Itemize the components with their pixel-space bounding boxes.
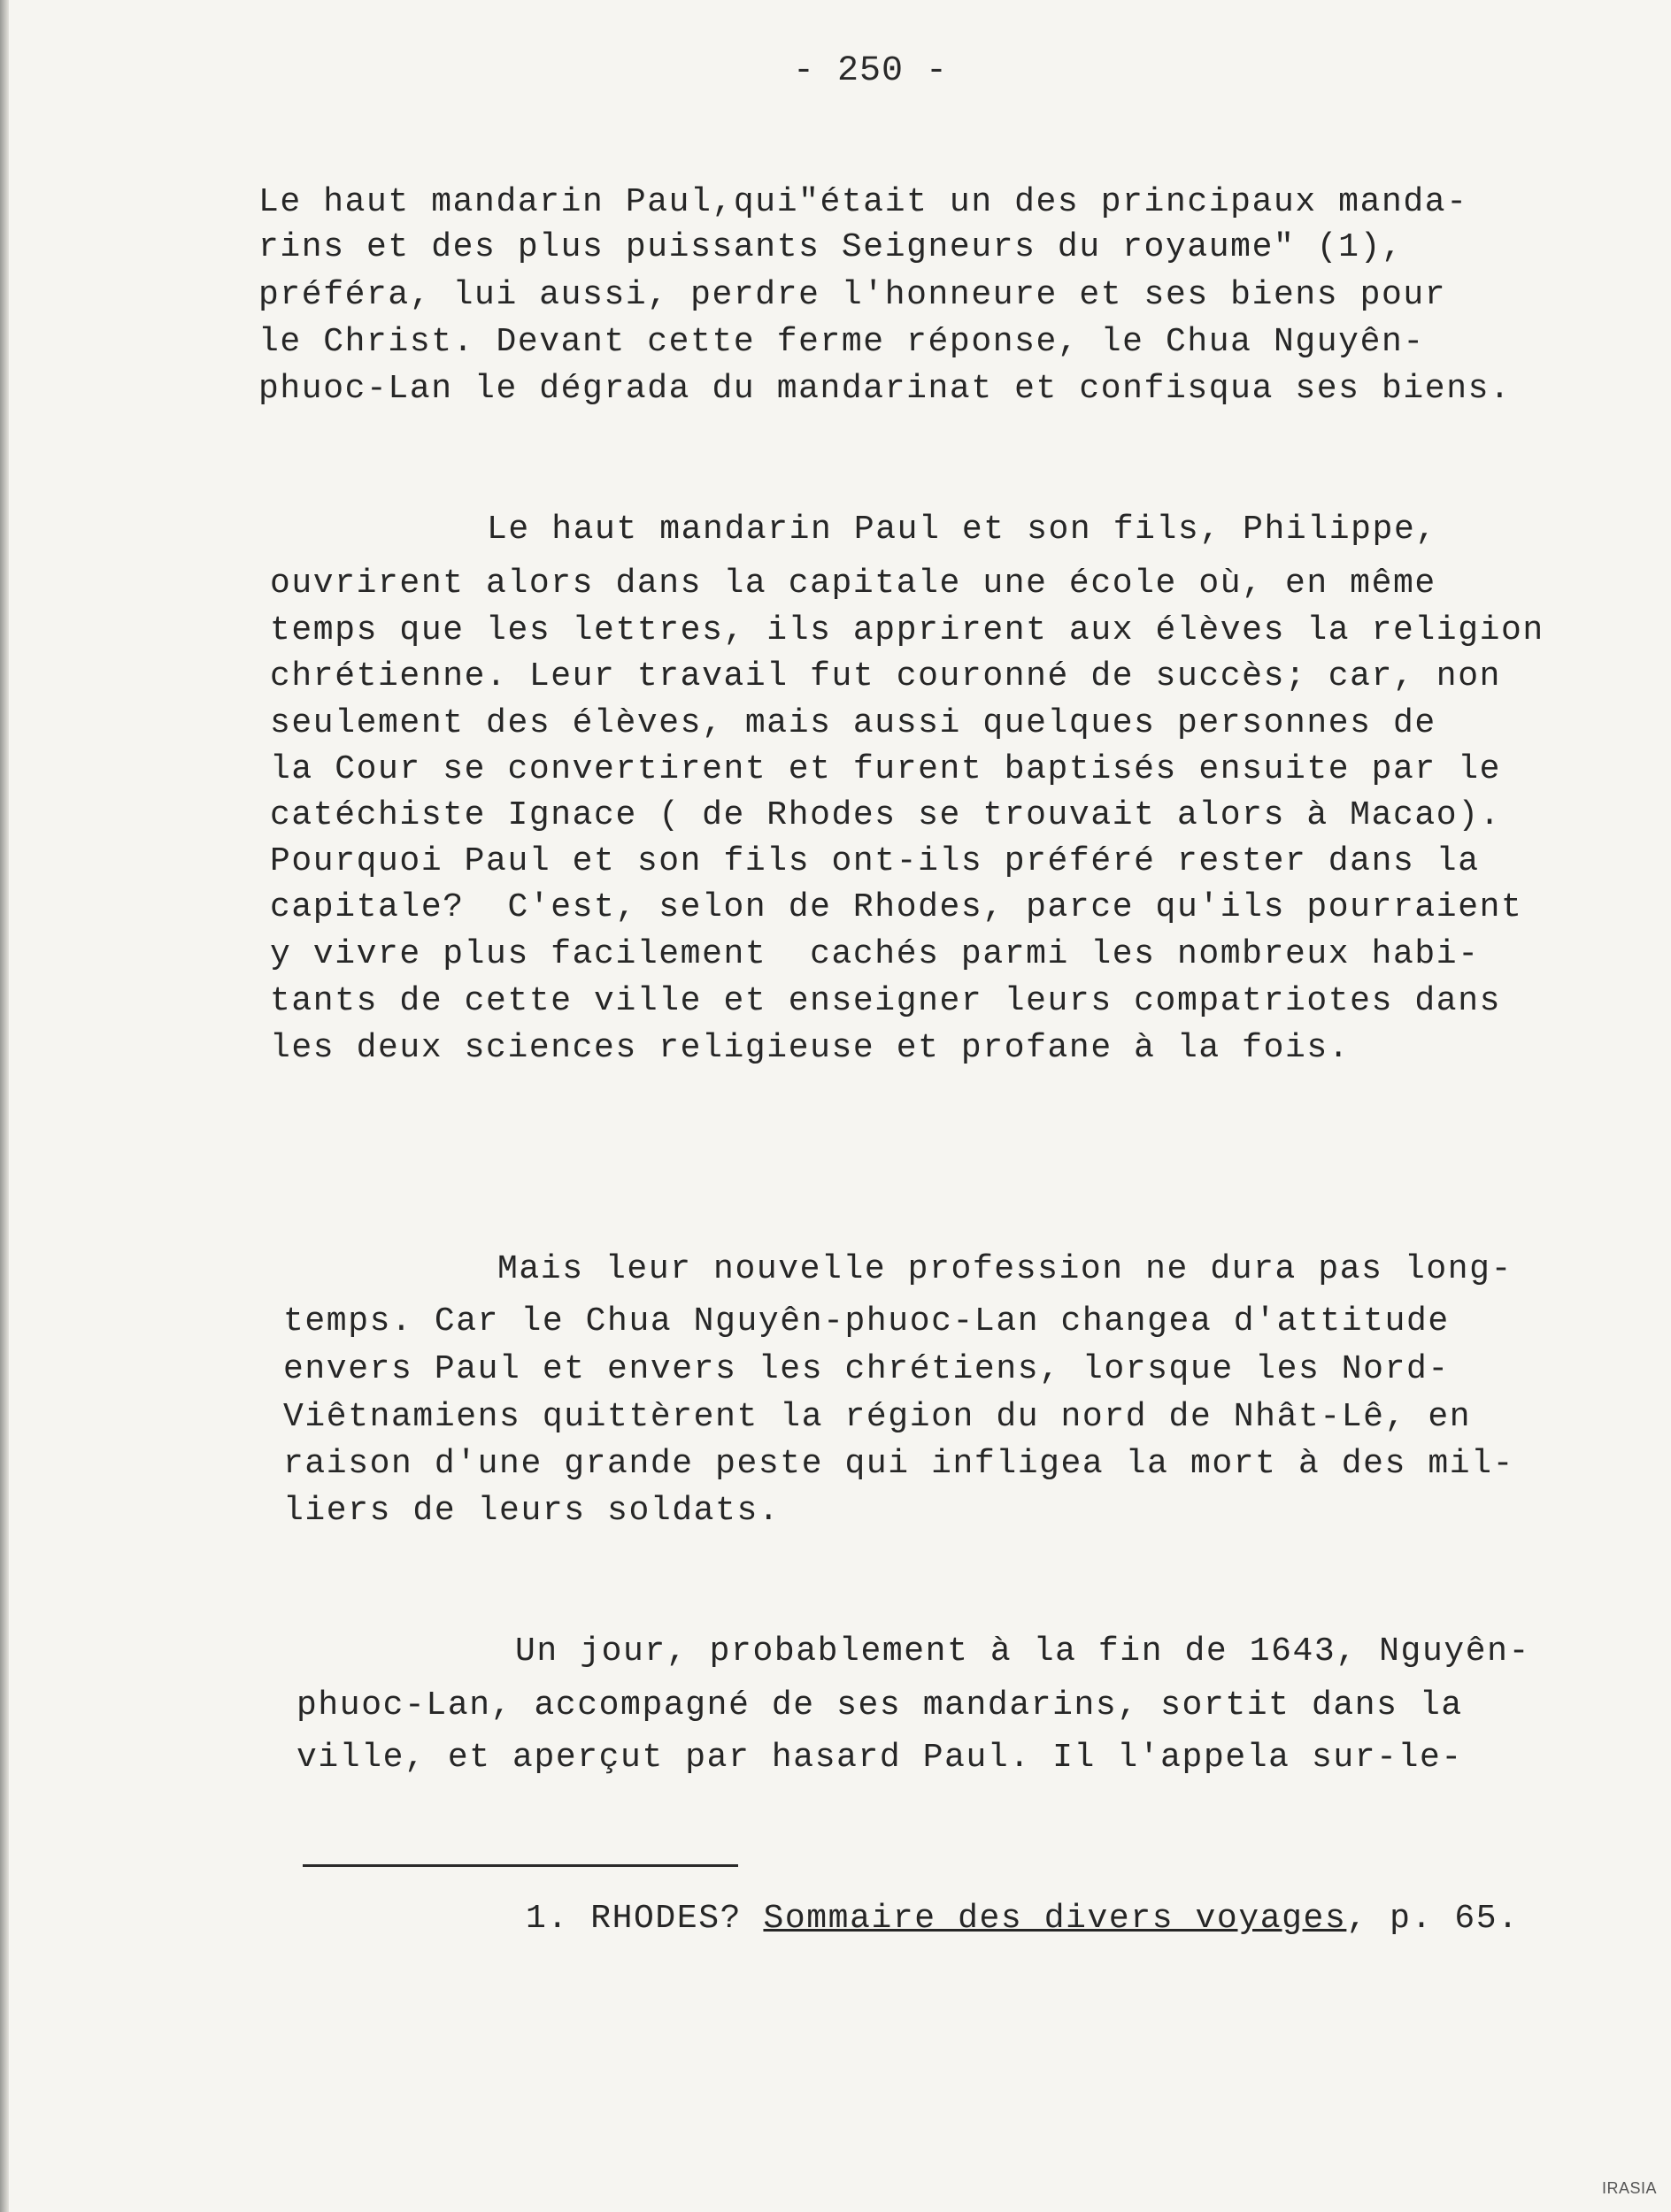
paragraph-1-line-1: Le haut mandarin Paul,qui"était un des principaux manda- — [258, 183, 1468, 221]
paragraph-2-line-10: y vivre plus facilement cachés parmi les nombreux habi- — [270, 935, 1480, 973]
footnote-separator — [303, 1864, 738, 1867]
paragraph-2-line-12: les deux sciences religieuse et profane à la fois. — [270, 1029, 1351, 1067]
paragraph-2-line-3: temps que les lettres, ils apprirent aux élèves la religion — [270, 611, 1544, 649]
watermark: IRASIA — [1601, 2179, 1657, 2197]
paragraph-3-line-6: liers de leurs soldats. — [283, 1492, 781, 1530]
footnote-rest: , p. 65. — [1346, 1900, 1520, 1938]
footnote-number: 1. RHODES? — [526, 1900, 743, 1938]
paragraph-4-line-1: Un jour, probablement à la fin de 1643, Nguyên- — [515, 1632, 1530, 1671]
paragraph-2-line-1: Le haut mandarin Paul et son fils, Philippe, — [487, 511, 1437, 549]
page-number: - 250 - — [793, 51, 949, 91]
paragraph-1-line-5: phuoc-Lan le dégrada du mandarinat et confisqua ses biens. — [258, 370, 1512, 408]
page-edge-shadow — [0, 0, 9, 2212]
paragraph-2-line-4: chrétienne. Leur travail fut couronné de succès; car, non — [270, 657, 1502, 695]
paragraph-3-line-1: Mais leur nouvelle profession ne dura pas long- — [497, 1250, 1513, 1288]
paragraph-3-line-3: envers Paul et envers les chrétiens, lorsque les Nord- — [283, 1350, 1450, 1388]
paragraph-2-line-9: capitale? C'est, selon de Rhodes, parce qu'ils pourraient — [270, 888, 1523, 926]
footnote-1 — [526, 1900, 1520, 1939]
paragraph-4-line-3: ville, et aperçut par hasard Paul. Il l'appela sur-le- — [296, 1739, 1463, 1777]
footnote-title: Sommaire des divers voyages — [763, 1900, 1347, 1938]
paragraph-3-line-4: Viêtnamiens quittèrent la région du nord de Nhât-Lê, en — [283, 1398, 1472, 1436]
paragraph-2-line-6: la Cour se convertirent et furent baptisés ensuite par le — [270, 750, 1502, 788]
paragraph-3-line-5: raison d'une grande peste qui infligea la mort à des mil- — [283, 1445, 1515, 1483]
paragraph-2-line-11: tants de cette ville et enseigner leurs compatriotes dans — [270, 982, 1502, 1020]
paragraph-2-line-5: seulement des élèves, mais aussi quelques personnes de — [270, 704, 1436, 742]
paragraph-2-line-2: ouvrirent alors dans la capitale une école où, en même — [270, 565, 1436, 603]
paragraph-3-line-2: temps. Car le Chua Nguyên-phuoc-Lan changea d'attitude — [283, 1302, 1450, 1340]
paragraph-2-line-7: catéchiste Ignace ( de Rhodes se trouvait alors à Macao). — [270, 796, 1502, 834]
paragraph-1-line-3: préféra, lui aussi, perdre l'honneure et ses biens pour — [258, 276, 1447, 314]
paragraph-1-line-4: le Christ. Devant cette ferme réponse, le Chua Nguyên- — [258, 323, 1425, 361]
paragraph-4-line-2: phuoc-Lan, accompagné de ses mandarins, sortit dans la — [296, 1686, 1463, 1724]
paragraph-2-line-8: Pourquoi Paul et son fils ont-ils préféré rester dans la — [270, 842, 1480, 880]
paragraph-1-line-2: rins et des plus puissants Seigneurs du royaume" (1), — [258, 228, 1404, 266]
